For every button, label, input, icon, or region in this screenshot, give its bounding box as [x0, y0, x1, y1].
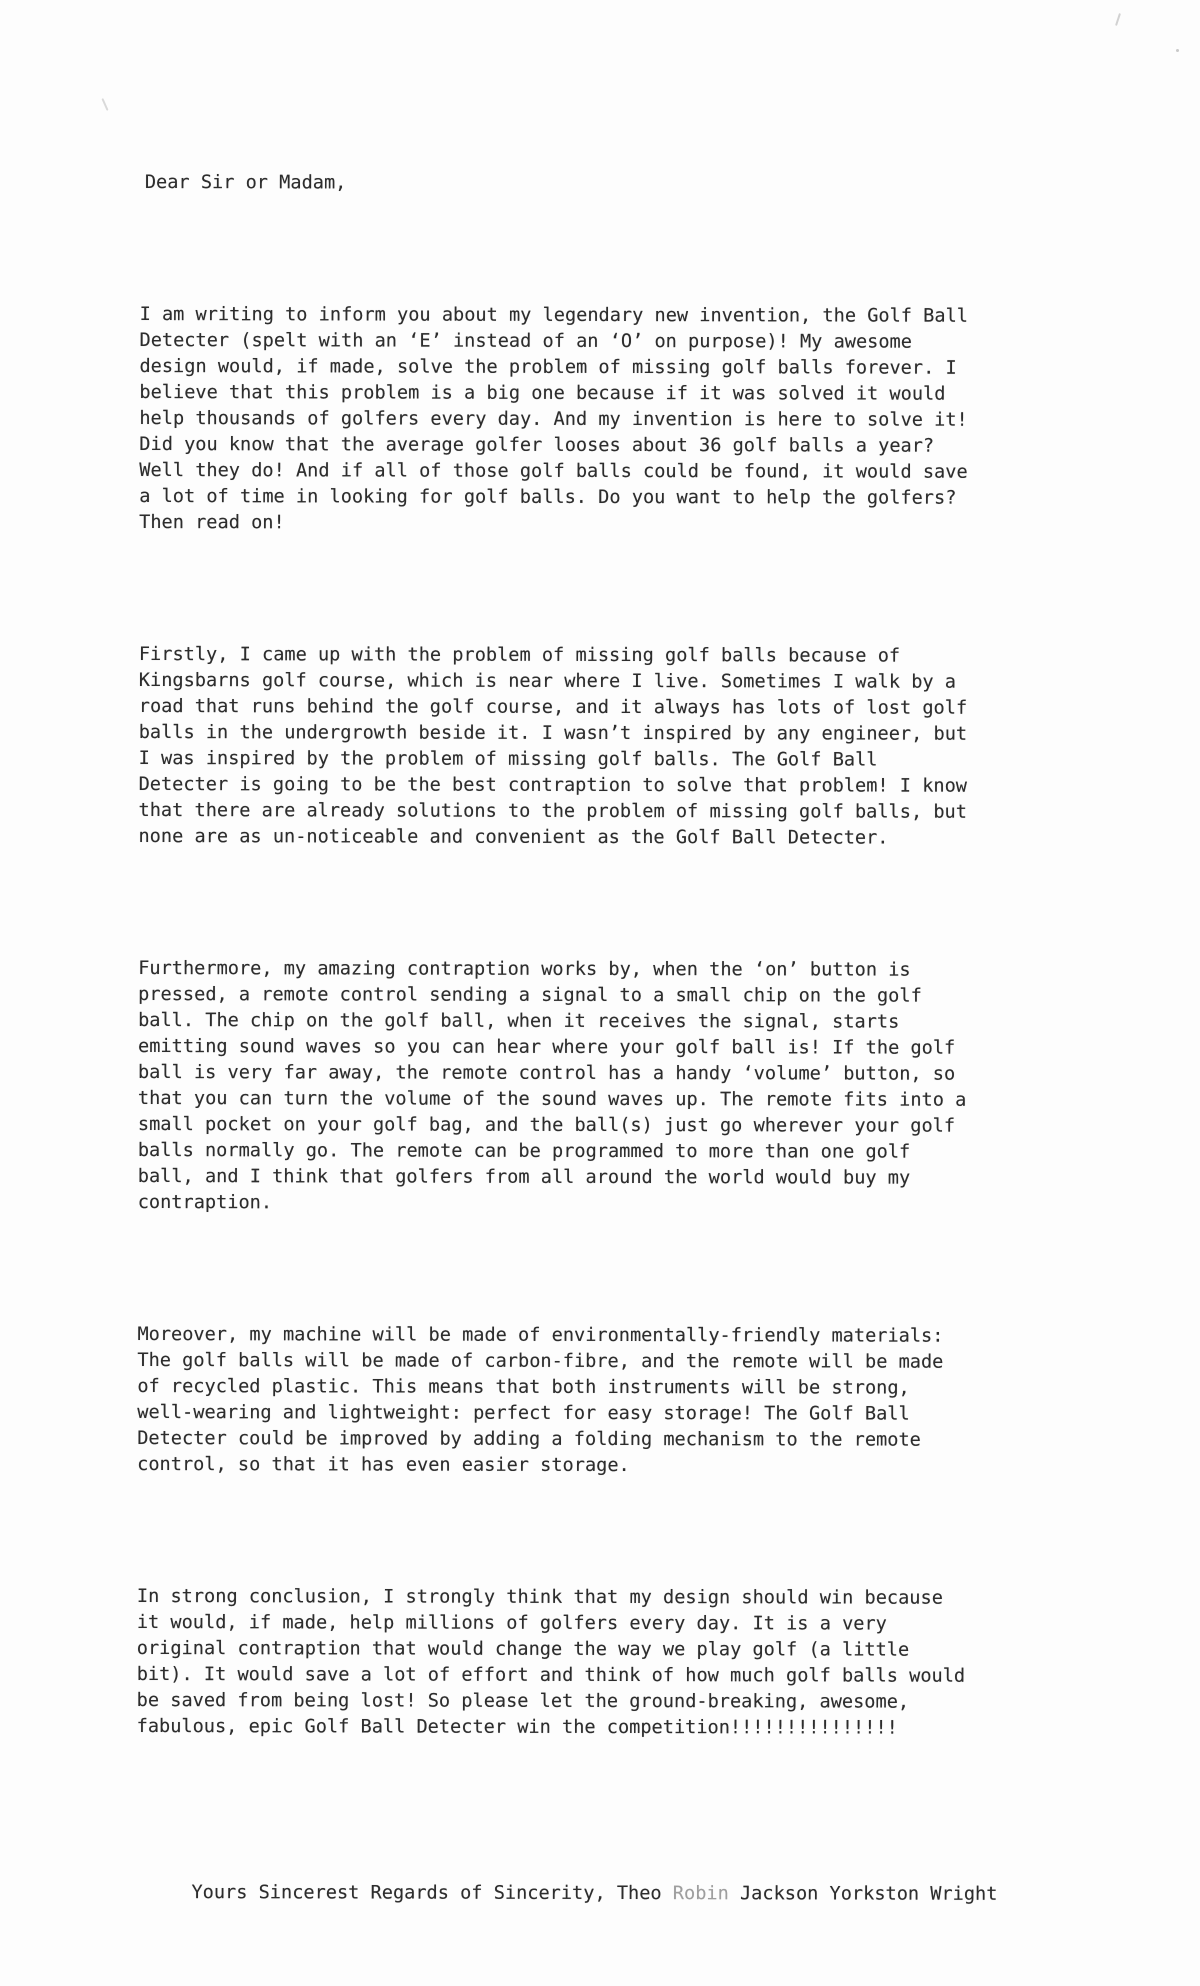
signature-line: [124, 1854, 1016, 1934]
scan-artifact-speck: [1176, 49, 1179, 52]
scan-artifact-speck: [101, 98, 108, 111]
signature-faded-name: Robin: [672, 1883, 729, 1905]
signature-suffix: Jackson Yorkston Wright: [728, 1883, 998, 1905]
paragraph-introduction: I am writing to inform you about my legendary new invention, the Golf Ball Detecter (spelt with an ‘E’ instead of an ‘O’ on purpose)! My awesome design would, if made, solve the problem of missing golf balls forever. I believe that this problem is a big one because if it was solved it would help thousands of golfers every day. And my invention is here to solve it! Did you know that the average golfer looses about 36 golf balls a year? Well they do! And if all of those golf balls could be found, it would save a lot of time in looking for golf balls. Do you want to help the golfers? Then read on!: [139, 303, 968, 534]
scan-artifact-speck: [1115, 13, 1121, 26]
salutation: Dear Sir or Madam,: [144, 172, 347, 194]
paragraph-conclusion: In strong conclusion, I strongly think that my design should win because it would, if made, help millions of golfers every day. It is a very original contraption that would change the way we play golf (a little bit). It would save a lot of effort and think of how much golf balls would be saved from being lost! So please let the ground-breaking, awesome, fabulous, epic Golf Ball Detecter win the competition!!!!!!!!!!!!!!!: [136, 1585, 966, 1739]
paragraph-firstly: Firstly, I came up with the problem of missing golf balls because of Kingsbarns golf course, which is near where I live. Sometimes I walk by a road that runs behind the golf course, and it always has lots of lost golf balls in the undergrowth beside it. I wasn’t inspired by any engineer, but I was inspired by the problem of missing golf balls. The Golf Ball Detecter is going to be the best contraption to solve that problem! I know that there are already solutions to the problem of missing golf balls, but none are as un-noticeable and convenient as the Golf Ball Detecter.: [138, 643, 968, 849]
letter-body: [136, 118, 1020, 1986]
paragraph-moreover: Moreover, my machine will be made of environmentally-friendly materials: The golf balls will be made of carbon-fibre, and the remote will be made of recycled plastic. This means that both instruments will be strong, well-wearing and lightweight: perfect for easy storage! The Golf Ball Detecter could be improved by adding a folding mechanism to the remote control, so that it has even easier storage.: [137, 1323, 944, 1477]
paragraph-furthermore: Furthermore, my amazing contraption works by, when the ‘on’ button is pressed, a remote control sending a signal to a small chip on the golf ball. The chip on the golf ball, when it receives the signal, starts emitting sound waves so you can hear where your golf ball is! If the golf ball is very far away, the remote control has a handy ‘volume’ button, so that you can turn the volume of the sound waves up. The remote fits into a small pocket on your golf bag, and the ball(s) just go wherever your golf balls normally go. The remote can be programmed to more than one golf ball, and I think that golfers from all around the world would buy my contraption.: [137, 957, 967, 1214]
signature-prefix: Yours Sincerest Regards of Sincerity, Theo: [191, 1882, 673, 1905]
